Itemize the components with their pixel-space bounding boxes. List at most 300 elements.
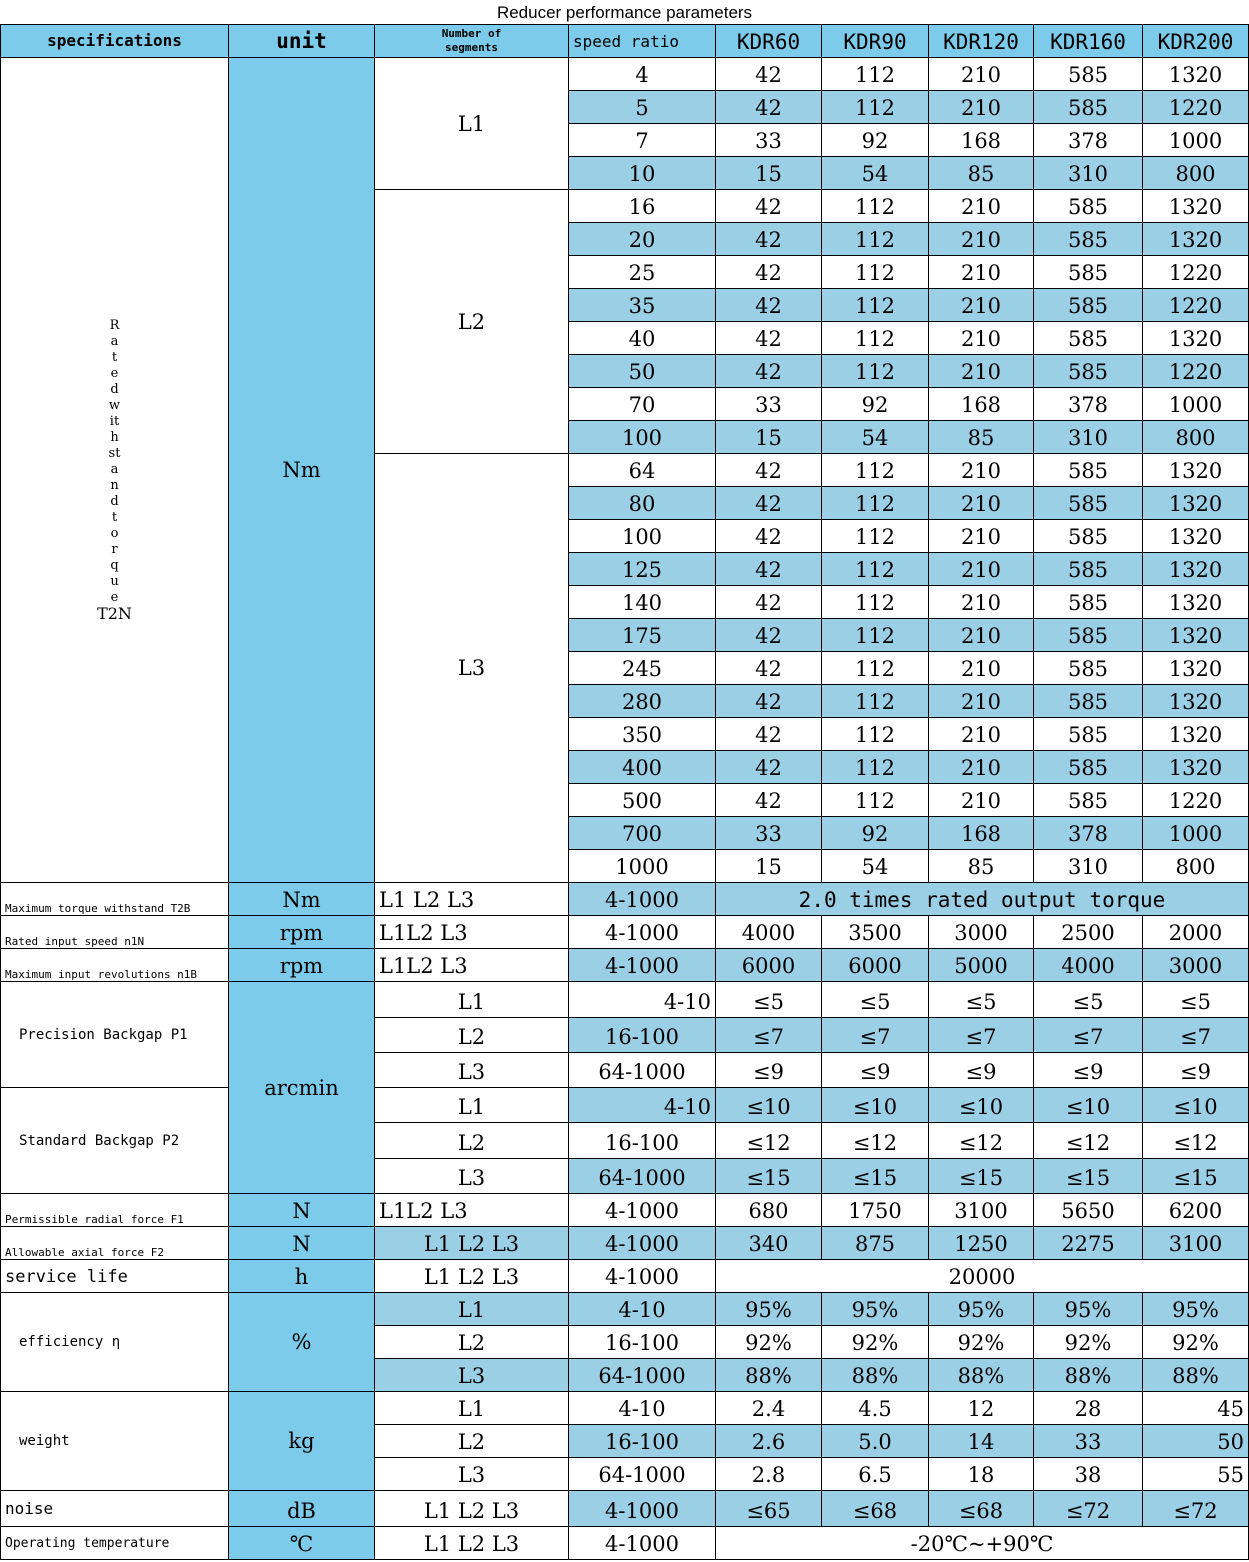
speed-ratio-cell: 35	[569, 289, 716, 322]
value-cell: ≤7	[1034, 1018, 1143, 1053]
standard-backgap-label: Standard Backgap P2	[1, 1088, 229, 1194]
value-cell: 378	[1034, 388, 1143, 421]
rated-torque-code: T2N	[97, 604, 132, 623]
value-cell: 6000	[822, 949, 929, 982]
value-cell: 1750	[822, 1194, 929, 1227]
value-cell: 585	[1034, 718, 1143, 751]
speed-ratio-cell: 500	[569, 784, 716, 817]
value-cell: 42	[716, 586, 822, 619]
value-cell: ≤12	[1034, 1123, 1143, 1159]
value-cell: 585	[1034, 256, 1143, 289]
value-cell: ≤15	[716, 1159, 822, 1194]
value-cell: 92%	[1143, 1326, 1249, 1359]
value-cell: 585	[1034, 355, 1143, 388]
value-cell: 92	[822, 388, 929, 421]
speed-ratio-cell: 4-10	[569, 1293, 716, 1326]
value-cell: 33	[716, 817, 822, 850]
axial-force-ratio: 4-1000	[569, 1227, 716, 1260]
noise-segments: L1 L2 L3	[375, 1491, 569, 1527]
value-cell: 3000	[1143, 949, 1249, 982]
value-cell: 4000	[716, 916, 822, 949]
value-cell: 585	[1034, 91, 1143, 124]
max-torque-unit: Nm	[229, 883, 375, 916]
value-cell: 3100	[1143, 1227, 1249, 1260]
value-cell: 5650	[1034, 1194, 1143, 1227]
value-cell: 585	[1034, 652, 1143, 685]
value-cell: ≤65	[716, 1491, 822, 1527]
rated-speed-ratio: 4-1000	[569, 916, 716, 949]
table-row	[1, 1260, 1249, 1293]
value-cell: 42	[716, 685, 822, 718]
value-cell: 585	[1034, 322, 1143, 355]
value-cell: 210	[929, 619, 1034, 652]
value-cell: 210	[929, 586, 1034, 619]
value-cell: ≤72	[1143, 1491, 1249, 1527]
value-cell: 1220	[1143, 91, 1249, 124]
value-cell: 1320	[1143, 685, 1249, 718]
value-cell: 112	[822, 454, 929, 487]
value-cell: 95%	[1034, 1293, 1143, 1326]
value-cell: ≤68	[822, 1491, 929, 1527]
value-cell: 1320	[1143, 718, 1249, 751]
value-cell: 800	[1143, 157, 1249, 190]
value-cell: 585	[1034, 586, 1143, 619]
value-cell: ≤15	[1034, 1159, 1143, 1194]
value-cell: 340	[716, 1227, 822, 1260]
value-cell: 5000	[929, 949, 1034, 982]
value-cell: 210	[929, 91, 1034, 124]
value-cell: 112	[822, 355, 929, 388]
value-cell: 112	[822, 256, 929, 289]
table-row	[1, 982, 1249, 1018]
value-cell: 585	[1034, 619, 1143, 652]
value-cell: 42	[716, 718, 822, 751]
segment-cell: L3	[375, 1053, 569, 1088]
segment-cell: L1	[375, 1392, 569, 1425]
value-cell: 42	[716, 289, 822, 322]
segment-cell: L2	[375, 1018, 569, 1053]
value-cell: 112	[822, 487, 929, 520]
rated-speed-unit: rpm	[229, 916, 375, 949]
value-cell: 585	[1034, 784, 1143, 817]
value-cell: 1320	[1143, 58, 1249, 91]
header-specifications: specifications	[1, 25, 229, 58]
value-cell: 6000	[716, 949, 822, 982]
max-torque-label: Maximum torque withstand T2B	[1, 883, 229, 916]
value-cell: 168	[929, 124, 1034, 157]
temperature-unit: ℃	[229, 1527, 375, 1560]
value-cell: 15	[716, 157, 822, 190]
noise-label: noise	[1, 1491, 229, 1527]
value-cell: 88%	[1034, 1359, 1143, 1392]
speed-ratio-cell: 245	[569, 652, 716, 685]
value-cell: 112	[822, 652, 929, 685]
value-cell: 210	[929, 553, 1034, 586]
speed-ratio-cell: 25	[569, 256, 716, 289]
value-cell: 42	[716, 256, 822, 289]
value-cell: 585	[1034, 454, 1143, 487]
value-cell: 42	[716, 91, 822, 124]
value-cell: 112	[822, 520, 929, 553]
value-cell: 92	[822, 817, 929, 850]
value-cell: 210	[929, 289, 1034, 322]
value-cell: ≤7	[822, 1018, 929, 1053]
value-cell: ≤9	[1034, 1053, 1143, 1088]
value-cell: ≤9	[716, 1053, 822, 1088]
value-cell: 1320	[1143, 586, 1249, 619]
value-cell: 1320	[1143, 652, 1249, 685]
value-cell: 3500	[822, 916, 929, 949]
speed-ratio-cell: 10	[569, 157, 716, 190]
rated-torque-unit: Nm	[229, 58, 375, 883]
rated-speed-label: Rated input speed n1N	[1, 916, 229, 949]
value-cell: 210	[929, 58, 1034, 91]
segment-cell: L2	[375, 190, 569, 454]
value-cell: 12	[929, 1392, 1034, 1425]
value-cell: ≤5	[1143, 982, 1249, 1018]
value-cell: ≤12	[716, 1123, 822, 1159]
header-model: KDR120	[929, 25, 1034, 58]
value-cell: 85	[929, 157, 1034, 190]
value-cell: 50	[1143, 1425, 1249, 1458]
value-cell: 210	[929, 652, 1034, 685]
precision-backgap-label: Precision Backgap P1	[1, 982, 229, 1088]
value-cell: 1000	[1143, 388, 1249, 421]
value-cell: 55	[1143, 1458, 1249, 1491]
value-cell: 95%	[929, 1293, 1034, 1326]
value-cell: 112	[822, 58, 929, 91]
service-life-ratio: 4-1000	[569, 1260, 716, 1293]
weight-label: weight	[1, 1392, 229, 1491]
value-cell: ≤7	[1143, 1018, 1249, 1053]
table-row	[1, 25, 1249, 58]
value-cell: ≤68	[929, 1491, 1034, 1527]
speed-ratio-cell: 1000	[569, 850, 716, 883]
speed-ratio-cell: 4-10	[569, 982, 716, 1018]
speed-ratio-cell: 7	[569, 124, 716, 157]
value-cell: 1320	[1143, 751, 1249, 784]
noise-unit: dB	[229, 1491, 375, 1527]
speed-ratio-cell: 5	[569, 91, 716, 124]
value-cell: 2000	[1143, 916, 1249, 949]
value-cell: 38	[1034, 1458, 1143, 1491]
speed-ratio-cell: 4-10	[569, 1088, 716, 1123]
speed-ratio-cell: 64-1000	[569, 1053, 716, 1088]
value-cell: 1000	[1143, 124, 1249, 157]
value-cell: 310	[1034, 157, 1143, 190]
speed-ratio-cell: 140	[569, 586, 716, 619]
value-cell: 112	[822, 289, 929, 322]
value-cell: 378	[1034, 124, 1143, 157]
value-cell: ≤10	[1143, 1088, 1249, 1123]
value-cell: 42	[716, 553, 822, 586]
segment-cell: L3	[375, 1359, 569, 1392]
value-cell: 168	[929, 817, 1034, 850]
value-cell: ≤15	[929, 1159, 1034, 1194]
value-cell: 210	[929, 751, 1034, 784]
value-cell: 42	[716, 784, 822, 817]
speed-ratio-cell: 20	[569, 223, 716, 256]
value-cell: 378	[1034, 817, 1143, 850]
axial-force-segments: L1 L2 L3	[375, 1227, 569, 1260]
value-cell: ≤5	[929, 982, 1034, 1018]
speed-ratio-cell: 16-100	[569, 1326, 716, 1359]
value-cell: 42	[716, 355, 822, 388]
table-body	[1, 25, 1249, 1560]
value-cell: ≤10	[822, 1088, 929, 1123]
value-cell: 1320	[1143, 223, 1249, 256]
value-cell: 310	[1034, 421, 1143, 454]
speed-ratio-cell: 16	[569, 190, 716, 223]
value-cell: 54	[822, 157, 929, 190]
value-cell: 42	[716, 751, 822, 784]
value-cell: 33	[1034, 1425, 1143, 1458]
value-cell: 4000	[1034, 949, 1143, 982]
max-speed-unit: rpm	[229, 949, 375, 982]
value-cell: ≤5	[716, 982, 822, 1018]
speed-ratio-cell: 4-10	[569, 1392, 716, 1425]
speed-ratio-cell: 100	[569, 421, 716, 454]
temperature-ratio: 4-1000	[569, 1527, 716, 1560]
value-cell: 1320	[1143, 520, 1249, 553]
value-cell: 92%	[929, 1326, 1034, 1359]
backgap-unit: arcmin	[229, 982, 375, 1194]
value-cell: 92%	[716, 1326, 822, 1359]
speed-ratio-cell: 80	[569, 487, 716, 520]
table-title: Reducer performance parameters	[496, 3, 753, 22]
efficiency-label: efficiency η	[1, 1293, 229, 1392]
value-cell: 1320	[1143, 553, 1249, 586]
table-row	[1, 1088, 1249, 1123]
value-cell: 28	[1034, 1392, 1143, 1425]
value-cell: ≤12	[1143, 1123, 1249, 1159]
header-model: KDR90	[822, 25, 929, 58]
temperature-segments: L1 L2 L3	[375, 1527, 569, 1560]
value-cell: ≤5	[822, 982, 929, 1018]
value-cell: ≤12	[822, 1123, 929, 1159]
table-row	[1, 1491, 1249, 1527]
value-cell: 95%	[716, 1293, 822, 1326]
header-model: KDR160	[1034, 25, 1143, 58]
rated-speed-segments: L1L2 L3	[375, 916, 569, 949]
segment-cell: L3	[375, 454, 569, 883]
value-cell: 92%	[822, 1326, 929, 1359]
value-cell: 112	[822, 718, 929, 751]
segment-cell: L3	[375, 1458, 569, 1491]
value-cell: 42	[716, 190, 822, 223]
temperature-label: Operating temperature	[1, 1527, 229, 1560]
speed-ratio-cell: 64-1000	[569, 1458, 716, 1491]
table-row	[1, 1392, 1249, 1425]
max-speed-segments: L1L2 L3	[375, 949, 569, 982]
speed-ratio-cell: 350	[569, 718, 716, 751]
value-cell: ≤15	[822, 1159, 929, 1194]
header-segments	[375, 25, 569, 58]
value-cell: 112	[822, 586, 929, 619]
speed-ratio-cell: 700	[569, 817, 716, 850]
value-cell: 88%	[822, 1359, 929, 1392]
rated-torque-vertical-text: Rated withstand torque	[108, 318, 121, 605]
value-cell: 1220	[1143, 355, 1249, 388]
performance-table	[0, 24, 1249, 1560]
value-cell: 15	[716, 421, 822, 454]
value-cell: 112	[822, 322, 929, 355]
value-cell: 54	[822, 850, 929, 883]
speed-ratio-cell: 400	[569, 751, 716, 784]
value-cell: 2.8	[716, 1458, 822, 1491]
value-cell: 112	[822, 553, 929, 586]
value-cell: ≤10	[929, 1088, 1034, 1123]
value-cell: 1220	[1143, 289, 1249, 322]
speed-ratio-cell: 64-1000	[569, 1159, 716, 1194]
value-cell: 42	[716, 652, 822, 685]
value-cell: 585	[1034, 223, 1143, 256]
value-cell: 2.6	[716, 1425, 822, 1458]
value-cell: 210	[929, 487, 1034, 520]
speed-ratio-cell: 70	[569, 388, 716, 421]
value-cell: 1320	[1143, 322, 1249, 355]
value-cell: 112	[822, 223, 929, 256]
value-cell: 112	[822, 685, 929, 718]
value-cell: 85	[929, 850, 1034, 883]
value-cell: 42	[716, 322, 822, 355]
segment-cell: L2	[375, 1425, 569, 1458]
value-cell: 800	[1143, 421, 1249, 454]
segment-cell: L3	[375, 1159, 569, 1194]
value-cell: 585	[1034, 751, 1143, 784]
segment-cell: L1	[375, 1088, 569, 1123]
radial-force-segments: L1L2 L3	[375, 1194, 569, 1227]
table-row	[1, 1293, 1249, 1326]
value-cell: ≤10	[1034, 1088, 1143, 1123]
table-row	[1, 949, 1249, 982]
value-cell: ≤72	[1034, 1491, 1143, 1527]
segment-cell: L2	[375, 1326, 569, 1359]
table-row	[1, 1527, 1249, 1560]
speed-ratio-cell: 50	[569, 355, 716, 388]
value-cell: 112	[822, 784, 929, 817]
temperature-value: -20℃~+90℃	[716, 1527, 1249, 1560]
value-cell: 18	[929, 1458, 1034, 1491]
value-cell: 1000	[1143, 817, 1249, 850]
value-cell: 585	[1034, 190, 1143, 223]
value-cell: 1220	[1143, 784, 1249, 817]
value-cell: ≤15	[1143, 1159, 1249, 1194]
value-cell: 3000	[929, 916, 1034, 949]
radial-force-unit: N	[229, 1194, 375, 1227]
header-unit: unit	[229, 25, 375, 58]
speed-ratio-cell: 100	[569, 520, 716, 553]
speed-ratio-cell: 64-1000	[569, 1359, 716, 1392]
axial-force-unit: N	[229, 1227, 375, 1260]
value-cell: ≤7	[716, 1018, 822, 1053]
value-cell: ≤7	[929, 1018, 1034, 1053]
service-life-label: service life	[1, 1260, 229, 1293]
speed-ratio-cell: 175	[569, 619, 716, 652]
value-cell: 112	[822, 190, 929, 223]
value-cell: 585	[1034, 553, 1143, 586]
weight-unit: kg	[229, 1392, 375, 1491]
segment-cell: L1	[375, 58, 569, 190]
max-speed-label: Maximum input revolutions n1B	[1, 949, 229, 982]
value-cell: ≤12	[929, 1123, 1034, 1159]
value-cell: 875	[822, 1227, 929, 1260]
value-cell: 1320	[1143, 487, 1249, 520]
value-cell: ≤9	[929, 1053, 1034, 1088]
value-cell: 112	[822, 751, 929, 784]
value-cell: 210	[929, 322, 1034, 355]
header-speed-ratio: speed ratio	[569, 25, 716, 58]
max-torque-ratio: 4-1000	[569, 883, 716, 916]
axial-force-label: Allowable axial force F2	[1, 1227, 229, 1260]
service-life-value: 20000	[716, 1260, 1249, 1293]
value-cell: ≤5	[1034, 982, 1143, 1018]
value-cell: 14	[929, 1425, 1034, 1458]
header-segments-label: Number of segments	[441, 27, 502, 54]
value-cell: 585	[1034, 685, 1143, 718]
value-cell: 88%	[716, 1359, 822, 1392]
speed-ratio-cell: 4	[569, 58, 716, 91]
value-cell: 1320	[1143, 190, 1249, 223]
value-cell: 210	[929, 256, 1034, 289]
value-cell: ≤9	[1143, 1053, 1249, 1088]
value-cell: 210	[929, 454, 1034, 487]
value-cell: 210	[929, 520, 1034, 553]
value-cell: 585	[1034, 520, 1143, 553]
value-cell: 6200	[1143, 1194, 1249, 1227]
value-cell: 1320	[1143, 619, 1249, 652]
value-cell: 42	[716, 454, 822, 487]
value-cell: 210	[929, 718, 1034, 751]
value-cell: 210	[929, 685, 1034, 718]
value-cell: 88%	[1143, 1359, 1249, 1392]
efficiency-unit: %	[229, 1293, 375, 1392]
value-cell: 585	[1034, 487, 1143, 520]
value-cell: 585	[1034, 58, 1143, 91]
value-cell: 4.5	[822, 1392, 929, 1425]
segment-cell: L1	[375, 1293, 569, 1326]
value-cell: 210	[929, 784, 1034, 817]
value-cell: 42	[716, 58, 822, 91]
value-cell: ≤10	[716, 1088, 822, 1123]
value-cell: 33	[716, 388, 822, 421]
value-cell: 95%	[1143, 1293, 1249, 1326]
value-cell: 168	[929, 388, 1034, 421]
max-torque-segments: L1 L2 L3	[375, 883, 569, 916]
value-cell: 2.4	[716, 1392, 822, 1425]
value-cell: 15	[716, 850, 822, 883]
service-life-segments: L1 L2 L3	[375, 1260, 569, 1293]
value-cell: 1220	[1143, 256, 1249, 289]
value-cell: 45	[1143, 1392, 1249, 1425]
service-life-unit: h	[229, 1260, 375, 1293]
speed-ratio-cell: 125	[569, 553, 716, 586]
segment-cell: L2	[375, 1123, 569, 1159]
value-cell: 680	[716, 1194, 822, 1227]
speed-ratio-cell: 16-100	[569, 1123, 716, 1159]
table-row	[1, 916, 1249, 949]
speed-ratio-cell: 16-100	[569, 1425, 716, 1458]
table-row	[1, 1227, 1249, 1260]
rated-torque-label	[1, 58, 229, 883]
speed-ratio-cell: 40	[569, 322, 716, 355]
value-cell: 6.5	[822, 1458, 929, 1491]
value-cell: 95%	[822, 1293, 929, 1326]
value-cell: 1250	[929, 1227, 1034, 1260]
max-speed-ratio: 4-1000	[569, 949, 716, 982]
value-cell: 800	[1143, 850, 1249, 883]
value-cell: 210	[929, 355, 1034, 388]
